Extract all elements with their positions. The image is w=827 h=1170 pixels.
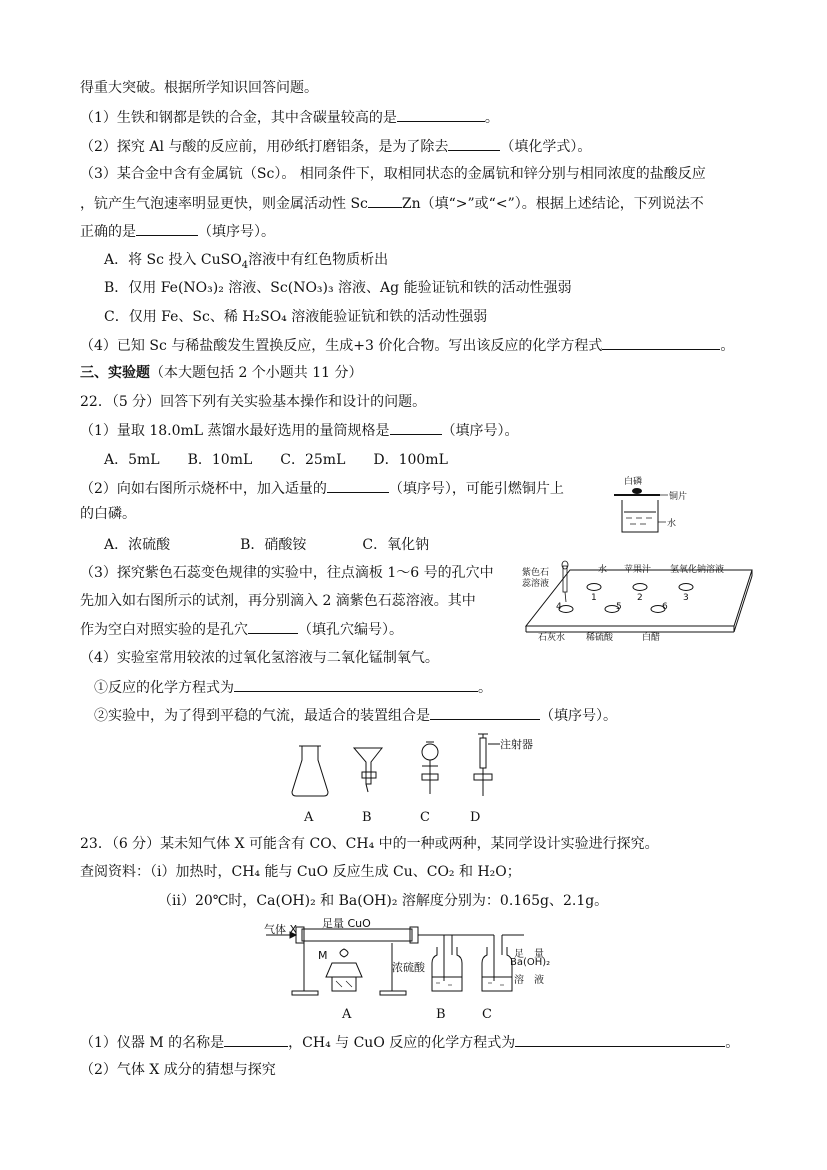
- q21-3-line3: [80, 221, 275, 242]
- beaker-diagram: [600, 472, 700, 542]
- intro-line: 得重大突破。根据所学知识回答问题。: [80, 80, 318, 96]
- q22-2: [80, 478, 564, 499]
- q21-2-end: （填化学式）。: [500, 139, 592, 155]
- q23-heading: 23．（6 分）某未知气体 X 可能含有 CO、CH₄ 中的一种或两种，某同学设计实验进行探究。: [80, 836, 659, 852]
- label-b: B: [436, 1007, 446, 1022]
- experiment-figure: [262, 915, 562, 1027]
- q22-4-2-end: （填序号）。: [540, 708, 617, 724]
- q21-3-text3: Zn（填“>”或“<”）。根据上述结论，下列说法不: [401, 196, 704, 212]
- label-naoh: 氢氧化钠溶液: [670, 565, 725, 575]
- label-a: A: [342, 1007, 352, 1022]
- q23-1-text2: ，CH₄ 与 CuO 反应的化学方程式为: [288, 1035, 516, 1051]
- label-litmus: 紫色石蕊溶液: [522, 568, 550, 589]
- q21-4: [80, 335, 734, 356]
- q22-3-line2: 先加入如右图所示的试剂，再分别滴入 2 滴紫色石蕊溶液。其中: [80, 593, 476, 609]
- option-b: B．仅用 Fe(NO₃)₂ 溶液、Sc(NO₃)₃ 溶液、Ag 能验证钪和铁的活动性强弱: [104, 280, 572, 296]
- section-note: （本大题包括 2 个小题共 11 分）: [150, 365, 363, 381]
- spot-plate-figure: [520, 560, 756, 646]
- beaker-figure: [600, 472, 700, 542]
- answer-blank[interactable]: [224, 1032, 288, 1047]
- q22-1: [80, 420, 519, 441]
- option-c: C．仅用 Fe、Sc、稀 H₂SO₄ 溶液能验证钪和铁的活动性强弱: [104, 309, 488, 325]
- hole-number: 6: [662, 602, 668, 612]
- label-syringe: 注射器: [500, 738, 533, 751]
- q22-3-text: 作为空白对照实验的是孔穴: [80, 622, 248, 638]
- q22-4: （4）实验室常用较浓的过氧化氢溶液与二氧化锰制氧气。: [80, 650, 439, 666]
- label-apple-juice: 苹果汁: [624, 565, 652, 575]
- q21-1-end: 。: [484, 110, 499, 126]
- answer-blank[interactable]: [248, 619, 298, 634]
- q23-info2: （ⅱ）20℃时，Ca(OH)₂ 和 Ba(OH)₂ 溶解度分别为：0.165g、2.1g。: [158, 893, 609, 909]
- label-water: 水: [667, 519, 677, 529]
- q22-heading: 22．（5 分）回答下列有关实验基本操作和设计的问题。: [80, 394, 427, 410]
- q23-2: （2）气体 X 成分的猜想与探究: [80, 1062, 276, 1078]
- answer-blank[interactable]: [234, 677, 478, 692]
- answer-blank[interactable]: [430, 705, 540, 720]
- answer-blank[interactable]: [515, 1032, 725, 1047]
- label-ba-2: Ba(OH)₂: [510, 957, 551, 968]
- hole-number: 4: [556, 602, 562, 612]
- label-c: C: [420, 810, 430, 825]
- hole-number: 3: [683, 593, 689, 603]
- label-water: 水: [598, 565, 608, 575]
- q21-2: [80, 136, 591, 157]
- label-limewater: 石灰水: [538, 633, 566, 643]
- option-a: [104, 250, 388, 270]
- answer-blank[interactable]: [397, 107, 485, 122]
- label-white-phosphorus: 白磷: [624, 477, 643, 487]
- label-vinegar: 白醋: [642, 633, 661, 643]
- q23-1-end: 。: [725, 1035, 740, 1051]
- q22-4-1: [94, 677, 492, 698]
- subscript: 4: [241, 259, 249, 271]
- answer-blank[interactable]: [327, 478, 389, 493]
- option-a-text2: 溶液中有红色物质析出: [248, 252, 389, 268]
- q22-2-end: （填序号），可能引燃铜片上: [388, 481, 564, 497]
- q22-1-options: A．5mL B．10mL C．25mL D．100mL: [104, 452, 448, 468]
- option-a-text: A．将 Sc 投入 CuSO: [104, 252, 242, 268]
- q22-3-end: （填孔穴编号）。: [298, 622, 403, 638]
- answer-blank[interactable]: [136, 221, 198, 236]
- q21-3-line1: （3）某合金中含有金属钪（Sc）。 相同条件下，取相同状态的金属钪和锌分别与相同浓度的盐酸反应: [80, 166, 706, 182]
- label-c: C: [482, 1007, 492, 1022]
- q22-2-cont: 的白磷。: [80, 506, 136, 522]
- label-h2so4: 浓硫酸: [392, 961, 425, 974]
- section-3-heading: [80, 363, 363, 383]
- q21-3-line2: [80, 193, 704, 214]
- label-ba-1: 足 量: [514, 949, 544, 960]
- q21-3-text5: （填序号）。: [198, 224, 275, 240]
- answer-blank[interactable]: [602, 335, 720, 350]
- q21-1: [80, 107, 499, 128]
- q23-1-text: （1）仪器 M 的名称是: [80, 1035, 225, 1051]
- q21-4-end: 。: [720, 338, 735, 354]
- q21-4-text: （4）已知 Sc 与稀盐酸发生置换反应，生成+3 价化合物。写出该反应的化学方程式: [80, 338, 603, 354]
- answer-blank[interactable]: [448, 136, 500, 151]
- q23-info1: 查阅资料：（ⅰ）加热时，CH₄ 能与 CuO 反应生成 Cu、CO₂ 和 H₂O；: [80, 864, 521, 880]
- hole-number: 1: [591, 593, 597, 603]
- q22-4-2-text: ②实验中，为了得到平稳的气流，最适合的装置组合是: [94, 708, 430, 724]
- label-gas-x: 气体 X: [264, 923, 298, 936]
- label-copper-sheet: 铜片: [669, 492, 688, 502]
- label-a: A: [304, 810, 314, 825]
- label-sulfuric: 稀硫酸: [586, 633, 614, 643]
- q21-3-text4: 正确的是: [80, 224, 136, 240]
- q22-4-2: [94, 705, 617, 726]
- q22-3-line3: [80, 619, 403, 640]
- q21-2-text: （2）探究 Al 与酸的反应前，用砂纸打磨铝条，是为了除去: [80, 139, 449, 155]
- section-title: 三、实验题: [80, 365, 150, 381]
- q22-2-text: （2）向如右图所示烧杯中，加入适量的: [80, 481, 327, 497]
- q22-3-line1: （3）探究紫色石蕊变色规律的实验中，往点滴板 1～6 号的孔穴中: [80, 565, 494, 581]
- label-cuo: 足量 CuO: [322, 917, 371, 930]
- q22-2-options: A．浓硫酸 B．硝酸铵 C．氧化钠: [104, 537, 430, 553]
- hole-number: 2: [637, 593, 643, 603]
- label-b: B: [362, 810, 372, 825]
- apparatus-figure: [280, 732, 540, 826]
- q21-1-text: （1）生铁和钢都是铁的合金，其中含碳量较高的是: [80, 110, 397, 126]
- q23-1: [80, 1032, 739, 1053]
- answer-blank[interactable]: [390, 420, 442, 435]
- q22-1-end: （填序号）。: [441, 423, 519, 439]
- label-d: D: [470, 810, 481, 825]
- label-ba-3: 溶 液: [514, 975, 544, 986]
- q22-4-1-text: ①反应的化学方程式为: [94, 680, 234, 696]
- label-m: M: [318, 949, 328, 962]
- q22-1-text: （1）量取 18.0mL 蒸馏水最好选用的量筒规格是: [80, 423, 390, 439]
- q22-4-1-end: 。: [478, 680, 492, 696]
- hole-number: 5: [616, 602, 622, 612]
- q21-3-text2: ，钪产生气泡速率明显更快，则金属活动性 Sc: [80, 196, 368, 212]
- answer-blank[interactable]: [368, 193, 402, 208]
